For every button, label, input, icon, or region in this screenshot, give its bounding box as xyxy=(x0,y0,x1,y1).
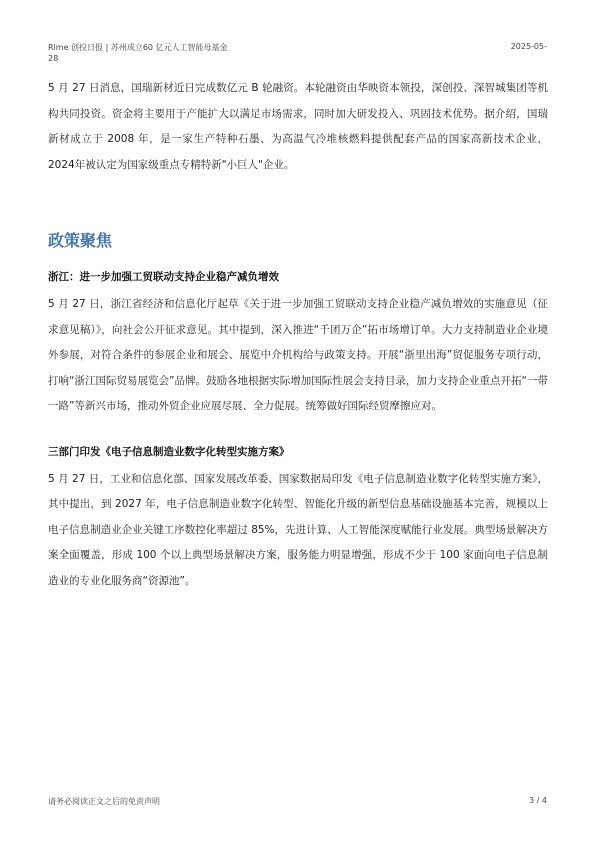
page-header xyxy=(48,42,547,66)
intro-paragraph: 5 月 27 日消息，国瑞新材近日完成数亿元 B 轮融资。本轮融资由华映资本领投，深创投、深智城集团等机构共同投资。资金将主要用于产能扩大以满足市场需求，同时加大研发投入、巩固技术优势。据介绍，国瑞新材成立于 2008 年，是一家生产特种石墨、为高温气冷堆核燃料提供配套产品的国家高新技术企业，2024年被认定为国家级重点专精特新"小巨人"企业。 xyxy=(48,82,548,171)
page-footer xyxy=(48,796,547,807)
article xyxy=(48,444,548,595)
page-number: 3 / 4 xyxy=(529,796,547,805)
article-body: 5 月 27 日，工业和信息化部、国家发展改革委、国家数据局印发《电子信息制造业数字化转型实施方案》，其中提出，到 2027 年，电子信息制造业数字化转型、智能化升级的新型信息基础设施基本完善，规模以上电子信息制造业企业关键工序数控化率超过 85%，先进计算、人工智能深度赋能行业发展。典型场景解决方案全面覆盖，形成 100 个以上典型场景解决方案，服务能力明显增强，形成不少于 100 家面向电子信息制造业的专业化服务商“资源池”。 xyxy=(48,472,548,587)
article-title: 三部门印发《电子信息制造业数字化转型实施方案》 xyxy=(48,445,290,458)
header-title: Rime 创投日报 | 苏州成立60 亿元人工智能母基金 xyxy=(48,43,228,52)
spacer xyxy=(48,420,548,444)
article-body: 5 月 27 日，浙江省经济和信息化厅起草《关于进一步加强工贸联动支持企业稳产减负增效的实施意见（征求意见稿）》，向社会公开征求意见。其中提到，深入推进“千团万企”拓市场增订单。大力支持制造业企业境外参展，对符合条件的参展企业和展会、展览中介机构给与政策支持。开展“浙里出海”贸促服务专项行动，打响“浙江国际贸易展览会”品牌。鼓励各地根据实际增加国际性展会支持目录，加力支持企业重点开拓“一带一路”等新兴市场，推动外贸企业应展尽展、全力促展。统筹做好国际经贸摩擦应对。 xyxy=(48,298,548,412)
article-title: 浙江：进一步加强工贸联动支持企业稳产减负增效 xyxy=(48,271,279,283)
footer-disclaimer: 请务必阅读正文之后的免责声明 xyxy=(48,797,160,806)
section-title: 政策聚焦 xyxy=(48,231,113,250)
article xyxy=(48,269,548,420)
header-date-continued: 28 xyxy=(48,54,59,63)
header-date: 2025-05- xyxy=(510,42,547,51)
document-body xyxy=(48,76,548,594)
